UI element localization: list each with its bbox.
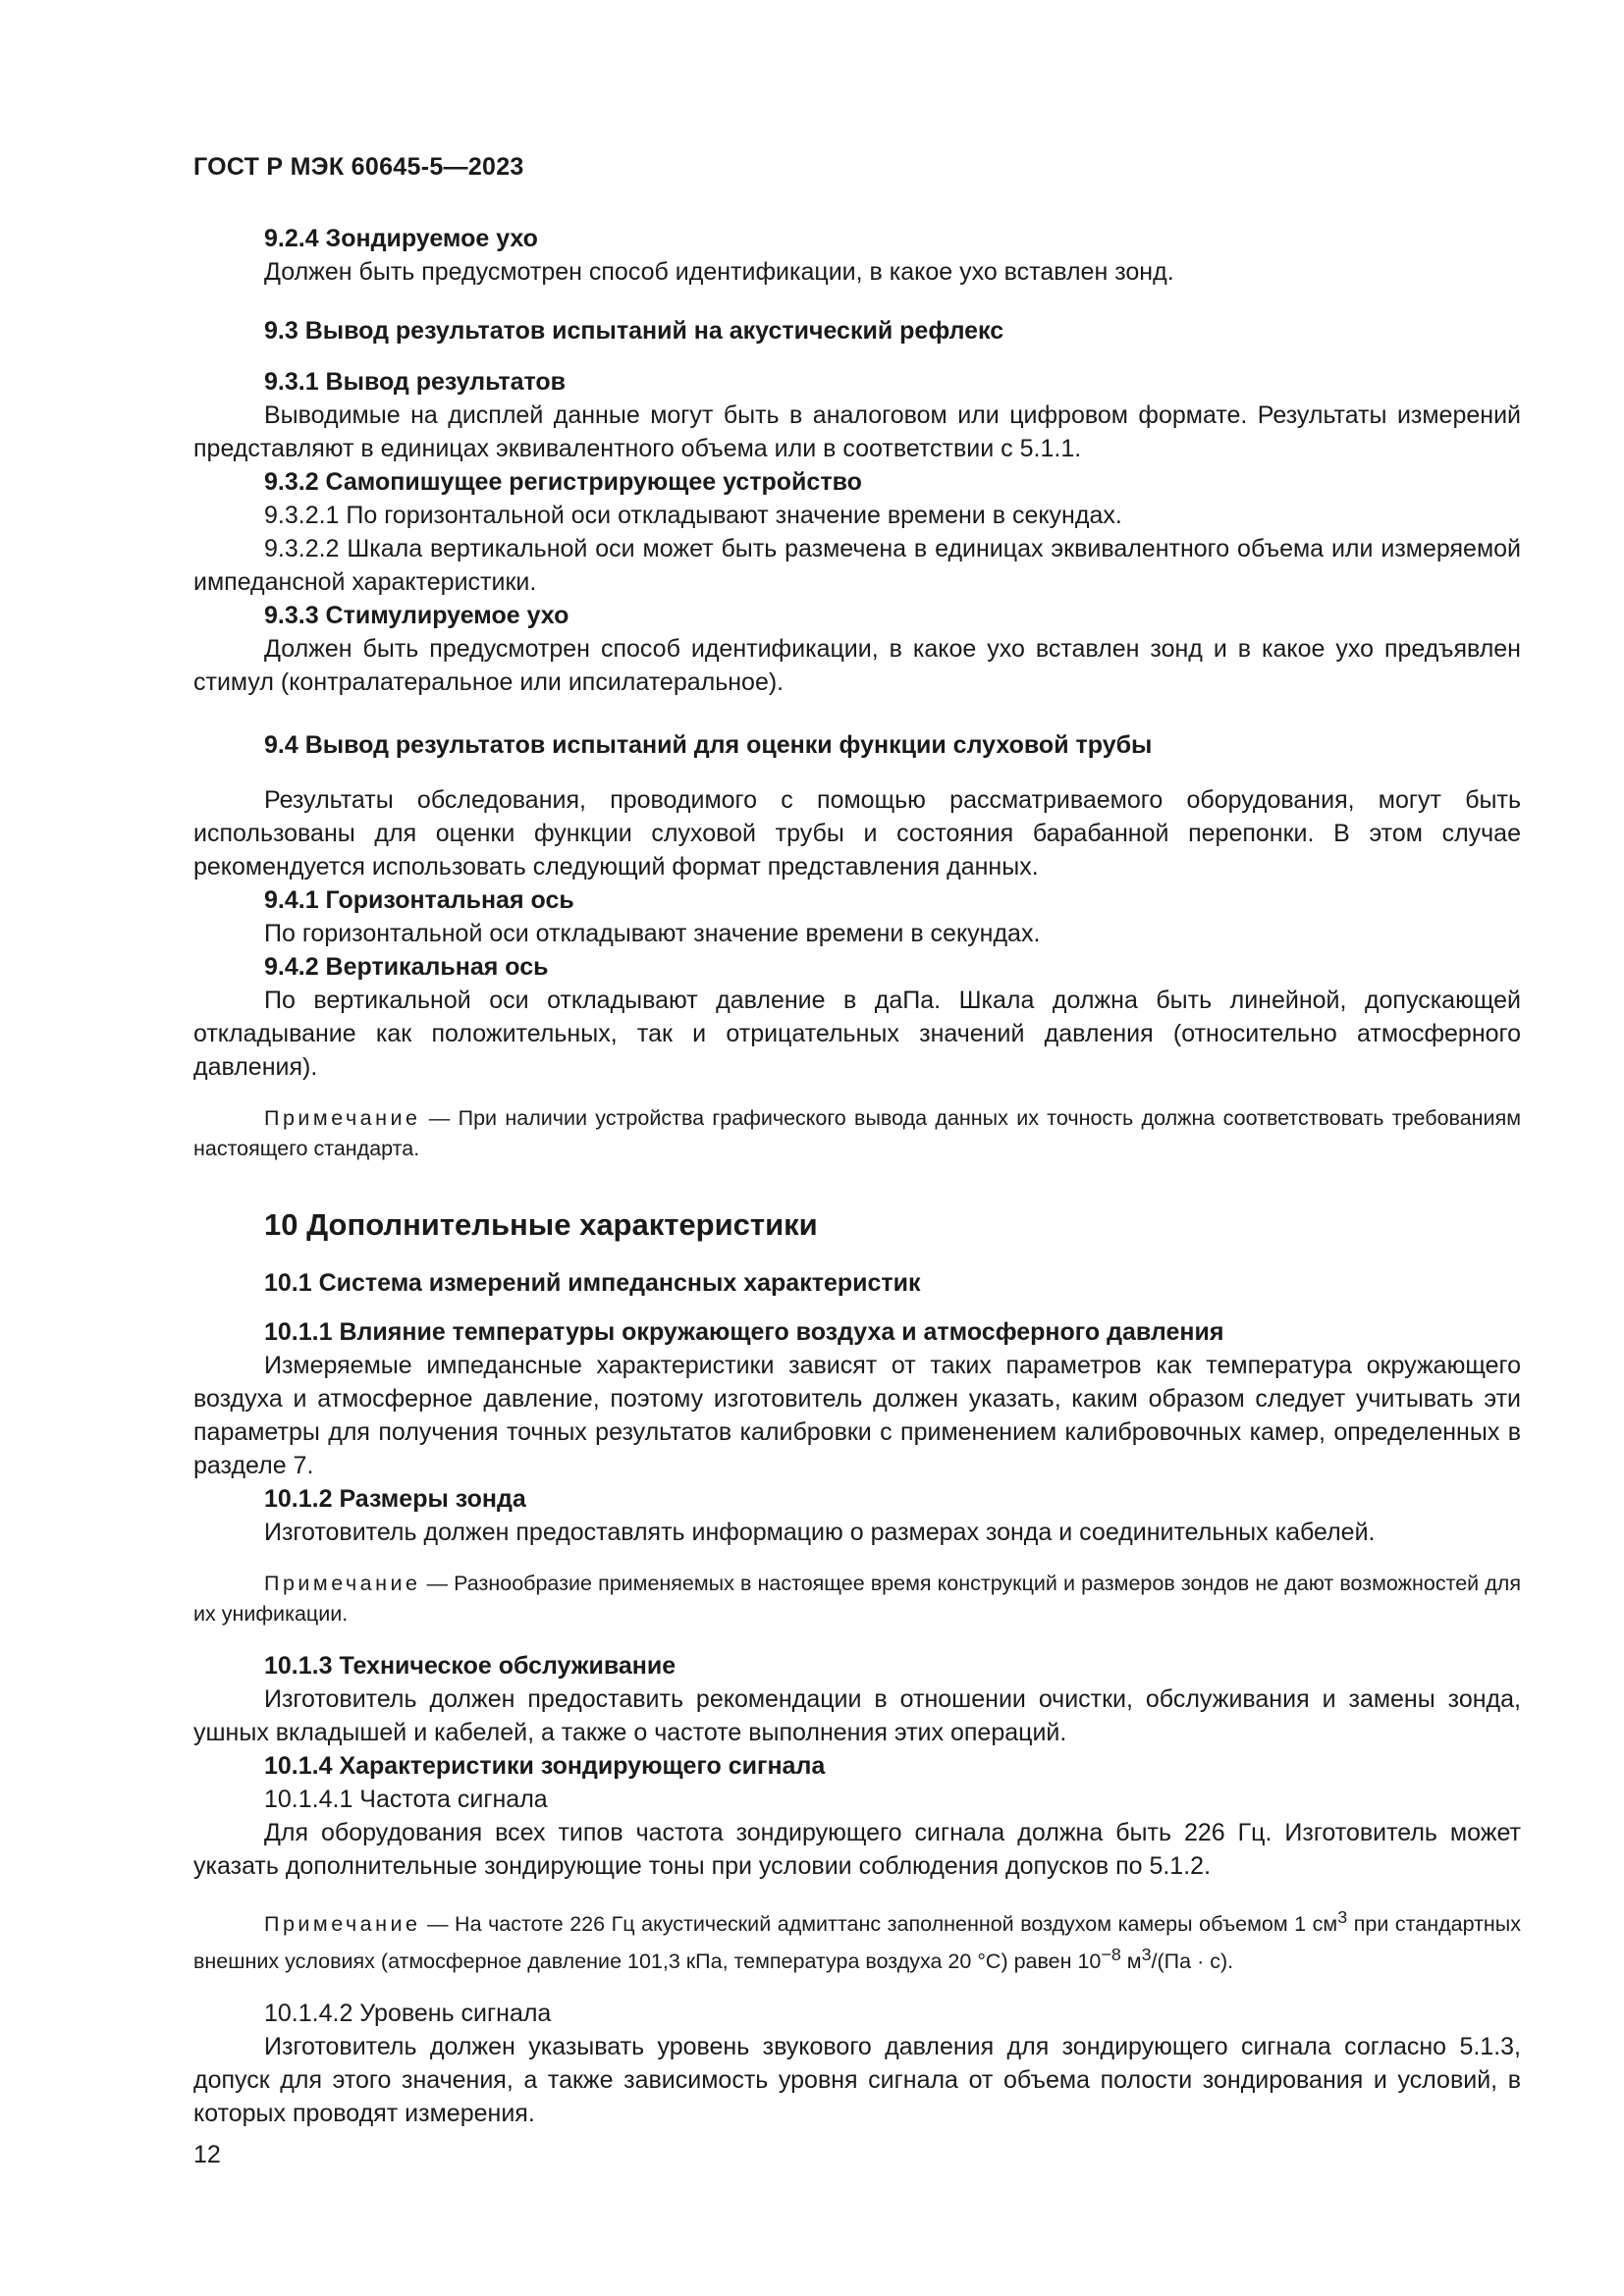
note-text: при стандартных внешних условиях (атмосферное давление 101,3 кПа, температура воздуха 20 °С) равен 10 [193,1912,1522,1974]
document-header: ГОСТ Р МЭК 60645-5—2023 [193,153,524,181]
note-text: — Разнообразие применяемых в настоящее время конструкций и размеров зондов не дают возможностей для их унификации. [193,1572,1521,1626]
heading-9-3: 9.3 Вывод результатов испытаний на акустический рефлекс [264,317,1004,345]
heading-9-3-3: 9.3.3 Стимулируемое ухо [264,602,569,629]
heading-10: 10 Дополнительные характеристики [264,1207,818,1242]
superscript: −8 [1101,1945,1121,1965]
heading-10-1-4: 10.1.4 Характеристики зондирующего сигнала [264,1752,826,1780]
heading-9-3-1: 9.3.1 Вывод результатов [264,368,567,396]
paragraph: Измеряемые импедансные характеристики зависят от таких параметров как температура окружающего воздуха и атмосферное давление, поэтому изготовитель должен указать, каким образом следует учитывать эти параметры для получения точных результатов калибровки с применением калибровочных камер, определенных в разделе 7. [193,1352,1521,1479]
note-text: — При наличии устройства графического вывода данных их точность должна соответствовать требованиям настоящего стандарта. [193,1106,1521,1160]
note [193,1902,1521,1977]
heading-9-4: 9.4 Вывод результатов испытаний для оценки функции слуховой трубы [264,731,1153,759]
paragraph: 9.3.2.1 По горизонтальной оси откладывают значение времени в секундах. [264,502,1122,529]
subheading-10-1-4-2: 10.1.4.2 Уровень сигнала [264,2000,552,2028]
subheading-10-1-4-1: 10.1.4.1 Частота сигнала [264,1786,548,1813]
paragraph: Для оборудования всех типов частота зондирующего сигнала должна быть 226 Гц. Изготовитель может указать дополнительные зондирующие тоны при условии соблюдения допусков по 5.1.2. [193,1819,1521,1880]
paragraph: Выводимые на дисплей данные могут быть в аналоговом или цифровом формате. Результаты измерений представляют в единицах эквивалентного объема или в соответствии с 5.1.1. [193,401,1521,462]
note-text: — На частоте 226 Гц акустический адмиттанс заполненной воздухом камеры объемом 1 см [420,1912,1338,1937]
superscript: 3 [1141,1945,1152,1965]
heading-10-1-2: 10.1.2 Размеры зонда [264,1485,526,1513]
paragraph: Изготовитель должен указывать уровень звукового давления для зондирующего сигнала согласно 5.1.3, допуск для этого значения, а также зависимость уровня сигнала от объема полости зондирования и условий, в которых проводят измерения. [193,2033,1521,2128]
heading-9-2-4: 9.2.4 Зондируемое ухо [264,225,538,252]
heading-9-4-1: 9.4.1 Горизонтальная ось [264,886,574,914]
paragraph: Должен быть предусмотрен способ идентификации, в какое ухо вставлен зонд и в какое ухо предъявлен стимул (контралатеральное или ипсилатеральное). [193,635,1521,696]
heading-10-1: 10.1 Система измерений импедансных характеристик [264,1269,921,1297]
note-text: м [1120,1949,1142,1974]
paragraph: По горизонтальной оси откладывают значение времени в секундах. [264,920,1041,947]
note-label: Примечание [264,1912,421,1937]
paragraph: Изготовитель должен предоставить рекомендации в отношении очистки, обслуживания и замены зонда, ушных вкладышей и кабелей, а также о частоте выполнения этих операций. [193,1685,1521,1746]
paragraph: Результаты обследования, проводимого с помощью рассматриваемого оборудования, могут быть использованы для оценки функции слуховой трубы и состояния барабанной перепонки. В этом случае рекомендуется использовать следующий формат представления данных. [193,786,1521,881]
paragraph: Изготовитель должен предоставлять информацию о размерах зонда и соединительных кабелей. [264,1519,1376,1546]
paragraph: Должен быть предусмотрен способ идентификации, в какое ухо вставлен зонд. [264,258,1174,286]
page-number: 12 [193,2141,221,2168]
note-text: /(Па · с). [1151,1949,1234,1974]
note-label: Примечание [264,1572,421,1595]
heading-10-1-3: 10.1.3 Техническое обслуживание [264,1652,677,1680]
note-label: Примечание [264,1106,421,1130]
page-content [193,222,1521,2130]
superscript: 3 [1337,1907,1348,1927]
heading-9-4-2: 9.4.2 Вертикальная ось [264,953,549,981]
note [193,1569,1521,1629]
heading-10-1-1: 10.1.1 Влияние температуры окружающего воздуха и атмосферного давления [264,1318,1224,1346]
paragraph: По вертикальной оси откладывают давление в даПа. Шкала должна быть линейной, допускающей откладывание как положительных, так и отрицательных значений давления (относительно атмосферного давления). [193,987,1521,1081]
heading-9-3-2: 9.3.2 Самопишущее регистрирующее устройство [264,468,862,496]
paragraph: 9.3.2.2 Шкала вертикальной оси может быть размечена в единицах эквивалентного объема или измеряемой импедансной характеристики. [193,535,1521,596]
note [193,1103,1521,1164]
